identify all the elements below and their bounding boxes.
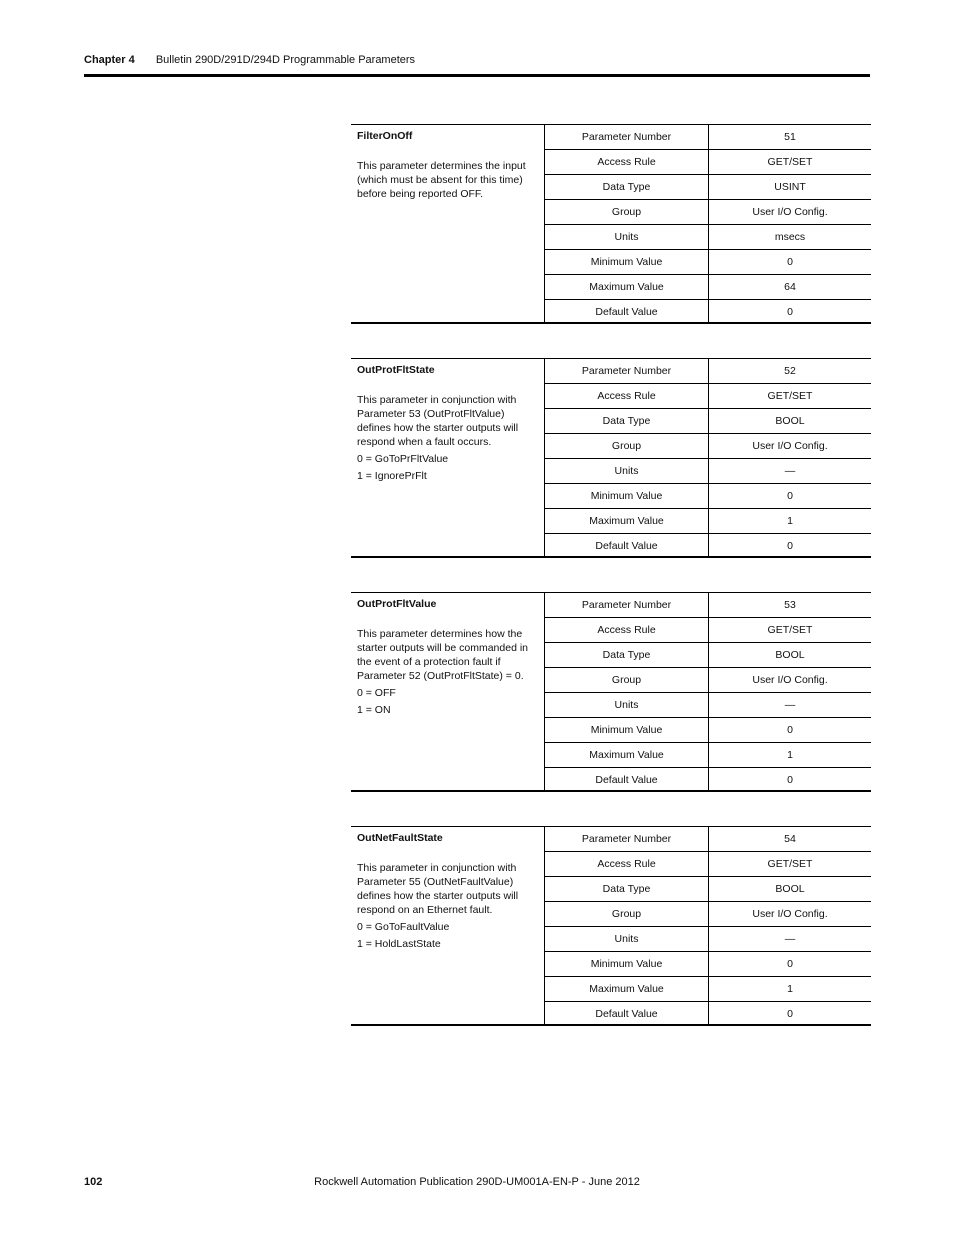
row-value: 51 xyxy=(709,125,872,150)
param-description-text: This parameter determines how the starter outputs will be commanded in the event of a protection fault if Parameter 52 (OutProtFltState) = 0. xyxy=(357,628,528,682)
param-option: 0 = OFF xyxy=(357,687,396,699)
table-row xyxy=(545,718,871,743)
row-value: BOOL xyxy=(709,409,872,434)
row-label: Minimum Value xyxy=(545,718,709,743)
row-value: User I/O Config. xyxy=(709,902,872,927)
table-row xyxy=(545,275,871,300)
row-value: GET/SET xyxy=(709,618,872,643)
row-value: 54 xyxy=(709,827,872,852)
row-label: Maximum Value xyxy=(545,743,709,768)
param-description xyxy=(351,827,545,1024)
param-description xyxy=(351,593,545,790)
row-label: Units xyxy=(545,693,709,718)
table-row xyxy=(545,150,871,175)
table-row xyxy=(545,384,871,409)
row-value: 1 xyxy=(709,743,872,768)
row-label: Access Rule xyxy=(545,618,709,643)
table-row xyxy=(545,952,871,977)
param-table xyxy=(545,827,871,1026)
row-label: Data Type xyxy=(545,877,709,902)
table-row xyxy=(545,827,871,852)
row-value: — xyxy=(709,927,872,952)
param-table xyxy=(545,359,871,558)
row-value: 0 xyxy=(787,1008,793,1020)
table-row xyxy=(545,877,871,902)
row-label: Default Value xyxy=(545,1002,709,1027)
table-row xyxy=(545,409,871,434)
row-label: Group xyxy=(545,434,709,459)
row-label: Units xyxy=(545,459,709,484)
param-option: 0 = GoToPrFltValue xyxy=(357,453,449,465)
table-row xyxy=(545,125,871,150)
row-value: 53 xyxy=(709,593,872,618)
row-label: Parameter Number xyxy=(545,359,709,384)
table-row xyxy=(545,300,871,325)
row-value: 0 xyxy=(787,774,793,786)
row-value: 64 xyxy=(709,275,872,300)
row-value: User I/O Config. xyxy=(709,668,872,693)
param-name: OutProtFltState xyxy=(357,364,435,376)
row-value: BOOL xyxy=(709,877,872,902)
row-label: Maximum Value xyxy=(545,509,709,534)
param-description-text: This parameter in conjunction with Parameter 55 (OutNetFaultValue) defines how the starter outputs will respond on an Ethernet fault. xyxy=(357,862,519,916)
row-label: Default Value xyxy=(545,768,709,793)
table-row xyxy=(545,927,871,952)
row-label: Data Type xyxy=(545,643,709,668)
row-value: GET/SET xyxy=(709,150,872,175)
table-row xyxy=(545,743,871,768)
param-option: 1 = ON xyxy=(357,704,391,716)
table-row xyxy=(545,768,871,793)
chapter-label: Chapter 4 xyxy=(84,54,135,66)
table-row xyxy=(545,534,871,559)
row-label: Minimum Value xyxy=(545,484,709,509)
table-row xyxy=(545,1002,871,1027)
param-table xyxy=(545,125,871,324)
table-row xyxy=(545,225,871,250)
param-description-text: This parameter determines the input (which must be absent for this time) before being reported OFF. xyxy=(357,160,526,200)
row-label: Parameter Number xyxy=(545,593,709,618)
header-rule xyxy=(84,74,870,77)
row-label: Maximum Value xyxy=(545,977,709,1002)
row-label: Maximum Value xyxy=(545,275,709,300)
row-value: msecs xyxy=(709,225,872,250)
table-row xyxy=(545,852,871,877)
row-value: 1 xyxy=(709,977,872,1002)
page-header xyxy=(84,54,415,66)
row-label: Access Rule xyxy=(545,150,709,175)
table-row xyxy=(545,359,871,384)
table-row xyxy=(545,175,871,200)
row-label: Minimum Value xyxy=(545,952,709,977)
row-value: — xyxy=(709,459,872,484)
publication-info: Rockwell Automation Publication 290D-UM001A-EN-P - June 2012 xyxy=(314,1176,640,1188)
row-value: User I/O Config. xyxy=(709,434,872,459)
row-label: Parameter Number xyxy=(545,125,709,150)
table-row xyxy=(545,459,871,484)
row-label: Units xyxy=(545,225,709,250)
table-row xyxy=(545,977,871,1002)
param-name: OutNetFaultState xyxy=(357,832,443,844)
row-label: Parameter Number xyxy=(545,827,709,852)
table-row xyxy=(545,668,871,693)
param-description-text: This parameter in conjunction with Parameter 53 (OutProtFltValue) defines how the starter outputs will respond when a fault occurs. xyxy=(357,394,519,448)
row-label: Minimum Value xyxy=(545,250,709,275)
row-value: 0 xyxy=(787,540,793,552)
row-label: Group xyxy=(545,668,709,693)
param-block-outprotfltvalue xyxy=(351,592,871,792)
row-value: 52 xyxy=(709,359,872,384)
param-name: FilterOnOff xyxy=(357,130,413,142)
row-value: GET/SET xyxy=(709,384,872,409)
row-value: GET/SET xyxy=(709,852,872,877)
param-description xyxy=(351,359,545,556)
row-value: — xyxy=(709,693,872,718)
row-value: BOOL xyxy=(709,643,872,668)
table-row xyxy=(545,434,871,459)
param-description xyxy=(351,125,545,322)
param-block-outnetfaultstate xyxy=(351,826,871,1026)
row-value: USINT xyxy=(709,175,872,200)
table-row xyxy=(545,484,871,509)
chapter-title: Bulletin 290D/291D/294D Programmable Parameters xyxy=(155,54,416,66)
param-option: 0 = GoToFaultValue xyxy=(357,921,450,933)
page-number: 102 xyxy=(84,1176,103,1188)
row-value: 0 xyxy=(709,484,872,509)
table-row xyxy=(545,643,871,668)
row-value: 1 xyxy=(709,509,872,534)
row-label: Access Rule xyxy=(545,384,709,409)
param-table xyxy=(545,593,871,792)
row-label: Data Type xyxy=(545,409,709,434)
row-label: Data Type xyxy=(545,175,709,200)
row-value: User I/O Config. xyxy=(709,200,872,225)
row-label: Default Value xyxy=(545,300,709,325)
param-name: OutProtFltValue xyxy=(357,598,437,610)
param-option: 1 = IgnorePrFlt xyxy=(357,470,427,482)
row-label: Default Value xyxy=(545,534,709,559)
table-row xyxy=(545,250,871,275)
table-row xyxy=(545,693,871,718)
table-row xyxy=(545,593,871,618)
param-option: 1 = HoldLastState xyxy=(357,938,441,950)
row-label: Access Rule xyxy=(545,852,709,877)
row-value: 0 xyxy=(709,952,872,977)
table-row xyxy=(545,509,871,534)
param-block-filteronoff xyxy=(351,124,871,324)
row-label: Group xyxy=(545,200,709,225)
row-value: 0 xyxy=(709,718,872,743)
table-row xyxy=(545,200,871,225)
row-label: Group xyxy=(545,902,709,927)
row-value: 0 xyxy=(709,250,872,275)
row-label: Units xyxy=(545,927,709,952)
param-block-outprotfltstate xyxy=(351,358,871,558)
table-row xyxy=(545,902,871,927)
table-row xyxy=(545,618,871,643)
row-value: 0 xyxy=(787,306,793,318)
